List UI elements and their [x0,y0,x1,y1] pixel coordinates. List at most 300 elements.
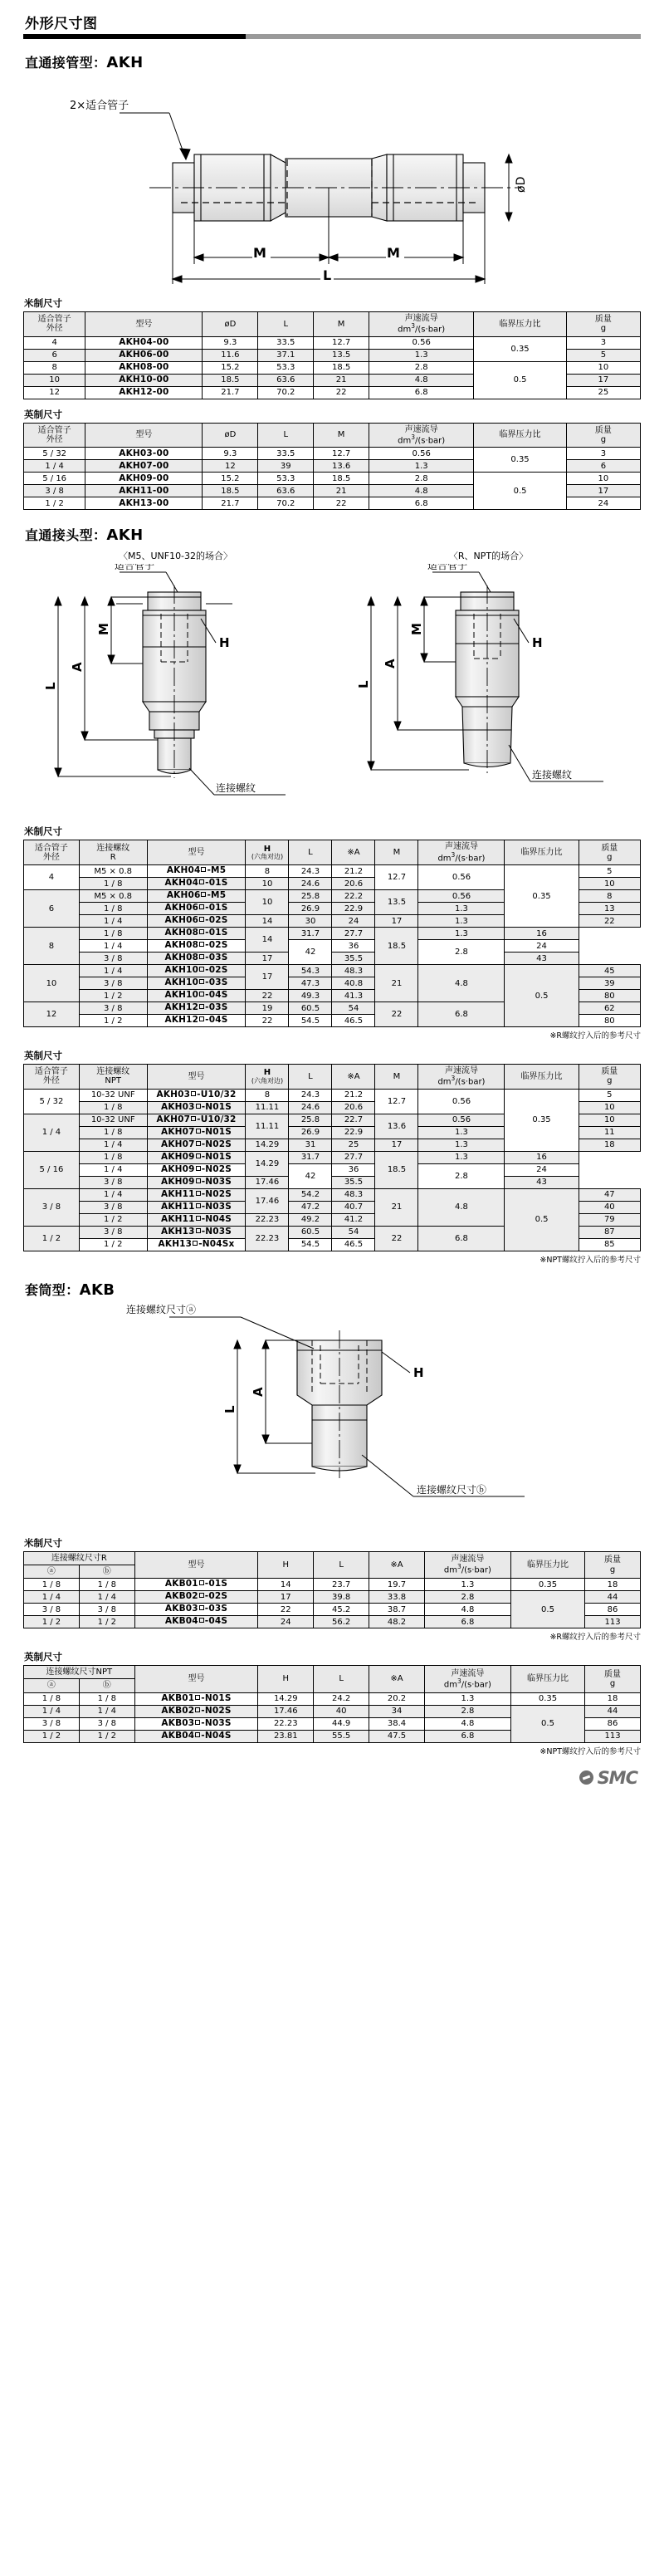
col-tube-od: 适合管子 外径 [24,423,85,448]
model-variant-box-icon [196,1216,201,1221]
cell-od: 18.5 [203,374,258,386]
cell-tube-od: 5 / 16 [24,473,85,485]
cell-cpr: 0.35 [474,448,566,473]
cell-a: 34 [369,1705,425,1717]
akb-metric-note: ※R螺纹拧入后的参考尺寸 [549,1633,641,1643]
cell-l: 60.5 [289,1226,332,1238]
cell-tube-od: 6 [24,349,85,361]
cell-h: 10 [246,890,289,915]
cell-flow: 6.8 [424,1616,510,1628]
cell-m: 17 [375,1139,418,1151]
table-row [24,965,641,977]
col-model: 型号 [147,1065,246,1090]
akh-tube-heading-cn: 直通接管型： [25,55,107,71]
cell-mass: 13 [579,903,640,915]
table-header-row [24,423,641,448]
table-row [24,1692,641,1705]
cell-thread-b: 3 / 8 [79,1604,134,1616]
model-cell: AKH08 -01S [147,928,246,940]
cell-a: 24 [332,915,375,928]
cell-l: 24.6 [289,1101,332,1114]
page-title: 外形尺寸图 [25,16,98,32]
cell-l: 40 [314,1705,369,1717]
model-cell: AKH06-00 [85,349,203,361]
cell-l: 54.5 [289,1015,332,1027]
model-cell: AKB02 -02S [134,1591,258,1604]
cell-thread: 1 / 8 [79,1151,147,1163]
cell-l: 31.7 [289,1151,332,1163]
col-m: M [314,312,369,337]
table-row [24,1188,641,1201]
col-mass-l1: 质量 [594,315,612,325]
cell-thread-b: 1 / 4 [79,1705,134,1717]
model-cell: AKH09 -N02S [147,1163,246,1176]
col-h: H (六角对边) [246,840,289,865]
cell-m: 13.5 [314,349,369,361]
cell-a: 46.5 [332,1238,375,1251]
akh-fitting-dim-a-right: A [383,659,398,669]
cell-thread-b: 1 / 8 [79,1579,134,1591]
model-cell: AKH07 -N01S [147,1126,246,1139]
cell-l: 24.2 [314,1692,369,1705]
cell-l: 25.8 [289,1114,332,1126]
cell-l: 30 [289,915,332,928]
cell-l: 33.5 [258,448,314,460]
cell-thread: 1 / 2 [79,1238,147,1251]
col-m: M [375,840,418,865]
model-cell: AKH11 -N03S [147,1201,246,1213]
cell-thread: 1 / 2 [79,1213,147,1226]
cell-mass: 18 [585,1692,641,1705]
akb-inch-body [24,1692,641,1742]
akb-heading [25,1280,641,1299]
cell-m: 12.7 [314,336,369,349]
cell-thread: 1 / 4 [79,915,147,928]
col-tube-od: 适合管子 外径 [24,840,80,865]
cell-a: 33.8 [369,1591,425,1604]
cell-l: 70.2 [258,497,314,510]
cell-h: 22.23 [246,1226,289,1251]
cell-l: 63.6 [258,374,314,386]
model-cell: AKB01 -N01S [134,1692,258,1705]
cell-mass: 24 [505,1163,579,1176]
akh-tube-dim-d: øD [515,176,528,193]
cell-thread-a: 3 / 8 [24,1604,80,1616]
model-cell: AKH09 -N01S [147,1151,246,1163]
cell-mass: 62 [579,1002,640,1015]
cell-a: 22.2 [332,890,375,903]
cell-l: 42 [289,1163,332,1188]
akh-fitting-inch-caption: 英制尺寸 [24,1050,62,1062]
cell-mass: 113 [585,1730,641,1742]
akh-fitting-callout-tube-right: 适合管子 [427,564,468,572]
model-variant-box-icon [196,1203,201,1208]
model-variant-box-icon [191,1091,196,1096]
smc-logo [579,1768,637,1788]
cell-l: 37.1 [258,349,314,361]
cell-a: 54 [332,1002,375,1015]
cell-a: 22.9 [332,903,375,915]
cell-a: 20.6 [332,1101,375,1114]
cell-a: 48.2 [369,1616,425,1628]
col-a: ※A [332,1065,375,1090]
cell-a: 25 [332,1139,375,1151]
cell-m: 22 [375,1226,418,1251]
cell-tube-od: 10 [24,374,85,386]
cell-mass: 85 [579,1238,640,1251]
model-variant-box-icon [196,1228,201,1233]
cell-mass: 17 [566,374,640,386]
akh-fitting-dim-h-right: H [532,635,543,651]
cell-thread: 1 / 2 [79,990,147,1002]
model-variant-box-icon [195,1732,200,1737]
cell-thread: 1 / 2 [79,1015,147,1027]
col-l: L [314,1551,369,1578]
table-header-row [24,1065,641,1090]
col-m: M [314,423,369,448]
cell-l: 49.3 [289,990,332,1002]
model-variant-box-icon [199,954,204,959]
col-flow-l3: /(s·bar) [415,325,446,335]
cell-l: 47.2 [289,1201,332,1213]
cell-a: 21.2 [332,1089,375,1101]
cell-l: 63.6 [258,485,314,497]
cell-h: 19 [246,1002,289,1015]
cell-l: 23.7 [314,1579,369,1591]
akh-tube-drawing [23,76,641,288]
akh-fitting-dim-l-right: L [356,680,371,689]
cell-h: 10 [246,878,289,890]
cell-l: 25.8 [289,890,332,903]
table-row [24,928,641,940]
model-cell: AKH07 -N02S [147,1139,246,1151]
akh-fitting-inch-body [24,1089,641,1251]
model-variant-box-icon [199,1593,204,1598]
col-tube-od-l2: 外径 [46,324,63,334]
cell-cpr: 0.5 [510,1591,584,1628]
cell-od: 9.3 [203,336,258,349]
cell-flow: 4.8 [418,1188,505,1226]
col-cpr: 临界压力比 [510,1551,584,1578]
cell-l: 54.2 [289,1188,332,1201]
cell-flow: 6.8 [418,1226,505,1251]
cell-flow: 6.8 [369,497,474,510]
table-row [24,1089,641,1101]
cell-flow: 2.8 [424,1591,510,1604]
cell-a: 40.8 [332,977,375,990]
model-variant-box-icon [196,1191,201,1196]
model-cell: AKH06 -02S [147,915,246,928]
akb-inch-table [23,1665,641,1742]
model-variant-box-icon [199,879,204,884]
akh-tube-metric-body [24,336,641,399]
cell-m: 21 [314,485,369,497]
model-cell: AKH03 -N01S [147,1101,246,1114]
model-variant-box-icon [199,1605,204,1610]
cell-thread: 1 / 4 [79,965,147,977]
cell-h: 17 [258,1591,314,1604]
col-tube-od-l1: 适合管子 [37,315,71,325]
cell-mass: 3 [566,336,640,349]
col-thread-group: 连接螺纹尺寸NPT [24,1666,135,1679]
cell-mass: 43 [505,953,579,965]
cell-mass: 10 [579,1114,640,1126]
cell-thread-b: 1 / 2 [79,1616,134,1628]
col-a: ※A [332,840,375,865]
cell-thread-a: 1 / 4 [24,1705,80,1717]
cell-mass: 113 [585,1616,641,1628]
cell-l: 53.3 [258,361,314,374]
col-thread-b: ⓑ [79,1565,134,1579]
cell-tube-od: 5 / 32 [24,448,85,460]
cell-flow: 1.3 [418,1151,505,1163]
akh-fitting-cap-right: 〈R、NPT的场合〉 [448,551,529,562]
akh-fitting-metric-body [24,865,641,1027]
cell-flow: 1.3 [418,1126,505,1139]
cell-mass: 18 [585,1579,641,1591]
cell-flow: 2.8 [418,940,505,965]
table-row [24,953,641,965]
cell-l: 24.3 [289,1089,332,1101]
cell-flow: 6.8 [424,1730,510,1742]
akb-inch-note: ※NPT螺纹拧入后的参考尺寸 [540,1746,641,1756]
cell-od: 15.2 [203,361,258,374]
cell-flow: 1.3 [418,903,505,915]
cell-a: 27.7 [332,1151,375,1163]
model-cell: AKB04 -04S [134,1616,258,1628]
model-cell: AKH12-00 [85,386,203,399]
model-cell: AKB03 -03S [134,1604,258,1616]
model-cell: AKH10 -03S [147,977,246,990]
akh-tube-inch-caption: 英制尺寸 [24,408,62,420]
cell-thread: M5 × 0.8 [79,890,147,903]
cell-l: 53.3 [258,473,314,485]
col-cpr: 临界压力比 [474,312,566,337]
cell-l: 42 [289,940,332,965]
cell-l: 31.7 [289,928,332,940]
cell-l: 26.9 [289,903,332,915]
model-cell: AKH07-00 [85,460,203,473]
col-l: L [289,1065,332,1090]
cell-thread: 3 / 8 [79,977,147,990]
model-cell: AKH12 -04S [147,1015,246,1027]
akh-fitting-heading [25,525,641,544]
cell-l: 54.5 [289,1238,332,1251]
akb-metric-caption: 米制尺寸 [24,1536,62,1549]
cell-thread-a: 1 / 2 [24,1616,80,1628]
cell-l: 47.3 [289,977,332,990]
col-a: ※A [369,1551,425,1578]
cell-h: 17.46 [246,1176,289,1188]
cell-tube-od: 1 / 4 [24,1114,80,1151]
cell-cpr: 0.35 [510,1579,584,1591]
akh-fitting-drawing-m5 [23,564,322,813]
cell-mass: 5 [566,349,640,361]
cell-a: 40.7 [332,1201,375,1213]
cell-od: 9.3 [203,448,258,460]
table-row [24,865,641,878]
col-mass: 质量 g [579,840,640,865]
model-cell: AKH11 -N04S [147,1213,246,1226]
akh-tube-metric-table [23,311,641,399]
akh-fitting-heading-cn: 直通接头型： [25,527,107,544]
cell-thread: 10-32 UNF [79,1089,147,1101]
akh-tube-dim-l: L [323,267,332,283]
cell-tube-od: 3 / 8 [24,485,85,497]
model-cell: AKH03 -U10/32 [147,1089,246,1101]
cell-mass: 8 [579,890,640,903]
akh-fitting-metric-caption: 米制尺寸 [24,825,62,838]
cell-l: 26.9 [289,1126,332,1139]
model-variant-box-icon [199,1004,204,1009]
cell-mass: 17 [566,485,640,497]
cell-m: 22 [314,386,369,399]
table-row [24,473,641,485]
akh-fitting-heading-code: AKH [106,526,144,545]
cell-flow: 6.8 [369,386,474,399]
cell-mass: 11 [579,1126,640,1139]
cell-m: 22 [314,497,369,510]
akh-tube-callout-text: 2×适合管子 [70,100,129,112]
model-cell: AKH04 -M5 [147,865,246,878]
cell-l: 24.3 [289,865,332,878]
footer [23,1768,641,1795]
cell-flow: 1.3 [418,1139,505,1151]
col-l: L [258,423,314,448]
table-header-row [24,840,641,865]
model-variant-box-icon [199,942,204,947]
cell-thread-a: 3 / 8 [24,1717,80,1730]
cell-m: 18.5 [375,928,418,965]
model-cell: AKH11-00 [85,485,203,497]
akh-tube-heading-code: AKH [106,54,144,71]
cell-mass: 87 [579,1226,640,1238]
model-variant-box-icon [195,1720,200,1725]
cell-mass: 3 [566,448,640,460]
col-h: H (六角对边) [246,1065,289,1090]
akb-dim-h: H [413,1364,424,1380]
cell-a: 36 [332,1163,375,1176]
model-cell: AKH13-00 [85,497,203,510]
cell-thread: 10-32 UNF [79,1114,147,1126]
cell-h: 11.11 [246,1114,289,1139]
cell-l: 60.5 [289,1002,332,1015]
model-variant-box-icon [199,1016,204,1021]
col-tube-od [24,312,85,337]
cell-flow: 4.8 [424,1717,510,1730]
cell-tube-od: 4 [24,336,85,349]
cell-a: 38.7 [369,1604,425,1616]
col-cpr: 临界压力比 [505,1065,579,1090]
akh-tube-heading [25,52,641,71]
cell-a: 35.5 [332,1176,375,1188]
cell-a: 19.7 [369,1579,425,1591]
cell-thread: 1 / 8 [79,1101,147,1114]
table-row [24,1151,641,1163]
akb-dim-a: A [251,1387,266,1397]
col-cpr: 临界压力比 [474,423,566,448]
cell-flow: 0.56 [418,1089,505,1114]
model-variant-box-icon [196,1178,201,1183]
akh-fitting-drawings [23,549,641,816]
col-model: 型号 [134,1666,258,1692]
model-cell: AKH10-00 [85,374,203,386]
model-cell: AKH06 -M5 [147,890,246,903]
cell-mass: 39 [579,977,640,990]
cell-mass: 44 [585,1705,641,1717]
col-flow-l1: 声速流导 [404,314,438,323]
cell-mass: 40 [579,1201,640,1213]
model-variant-box-icon [199,979,204,984]
model-variant-box-icon [201,892,206,897]
cell-mass: 22 [579,915,640,928]
cell-m: 18.5 [375,1151,418,1188]
cell-h: 17.46 [258,1705,314,1717]
akh-tube-inch-table [23,423,641,511]
cell-mass: 86 [585,1604,641,1616]
cell-a: 48.3 [332,1188,375,1201]
cell-thread-a: 1 / 4 [24,1591,80,1604]
cell-h: 8 [246,1089,289,1101]
cell-od: 11.6 [203,349,258,361]
akh-tube-inch-body [24,448,641,510]
cell-flow: 1.3 [369,349,474,361]
table-row [24,361,641,374]
model-variant-box-icon [196,1141,201,1146]
akh-fitting-right [336,549,641,816]
cell-mass: 18 [579,1139,640,1151]
cell-thread: 1 / 4 [79,1139,147,1151]
col-flow-sup: 3 [411,322,416,331]
cell-tube-od: 5 / 32 [24,1089,80,1114]
col-thread-group: 连接螺纹尺寸R [24,1551,135,1565]
table-row [24,1579,641,1591]
cell-cpr: 0.35 [505,1089,579,1151]
cell-h: 14 [246,915,289,928]
cell-mass: 10 [566,473,640,485]
cell-thread-a: 1 / 2 [24,1730,80,1742]
cell-mass: 10 [566,361,640,374]
model-cell: AKH06 -01S [147,903,246,915]
cell-m: 18.5 [314,361,369,374]
cell-a: 47.5 [369,1730,425,1742]
model-cell: AKH11 -N02S [147,1188,246,1201]
cell-m: 13.5 [375,890,418,915]
model-cell: AKB01 -01S [134,1579,258,1591]
cell-mass: 86 [585,1717,641,1730]
model-variant-box-icon [196,1166,201,1171]
table-row [24,1176,641,1188]
cell-a: 27.7 [332,928,375,940]
cell-thread: 1 / 8 [79,1126,147,1139]
cell-a: 22.7 [332,1114,375,1126]
col-model: 型号 [134,1551,258,1578]
col-mass: 质量 g [585,1666,641,1692]
cell-l: 39 [258,460,314,473]
col-flow: 声速流导 $dm^3/(s\cdot bar)$ [424,1551,510,1578]
cell-tube-od: 3 / 8 [24,1188,80,1226]
cell-a: 38.4 [369,1717,425,1730]
cell-m: 22 [375,1002,418,1027]
cell-l: 31 [289,1139,332,1151]
col-mass-l2: g [600,324,607,334]
model-variant-box-icon [196,1153,201,1158]
cell-tube-od: 8 [24,361,85,374]
cell-od: 15.2 [203,473,258,485]
col-thread-a: ⓐ [24,1565,80,1579]
cell-mass: 16 [505,928,579,940]
cell-m: 12.7 [314,448,369,460]
